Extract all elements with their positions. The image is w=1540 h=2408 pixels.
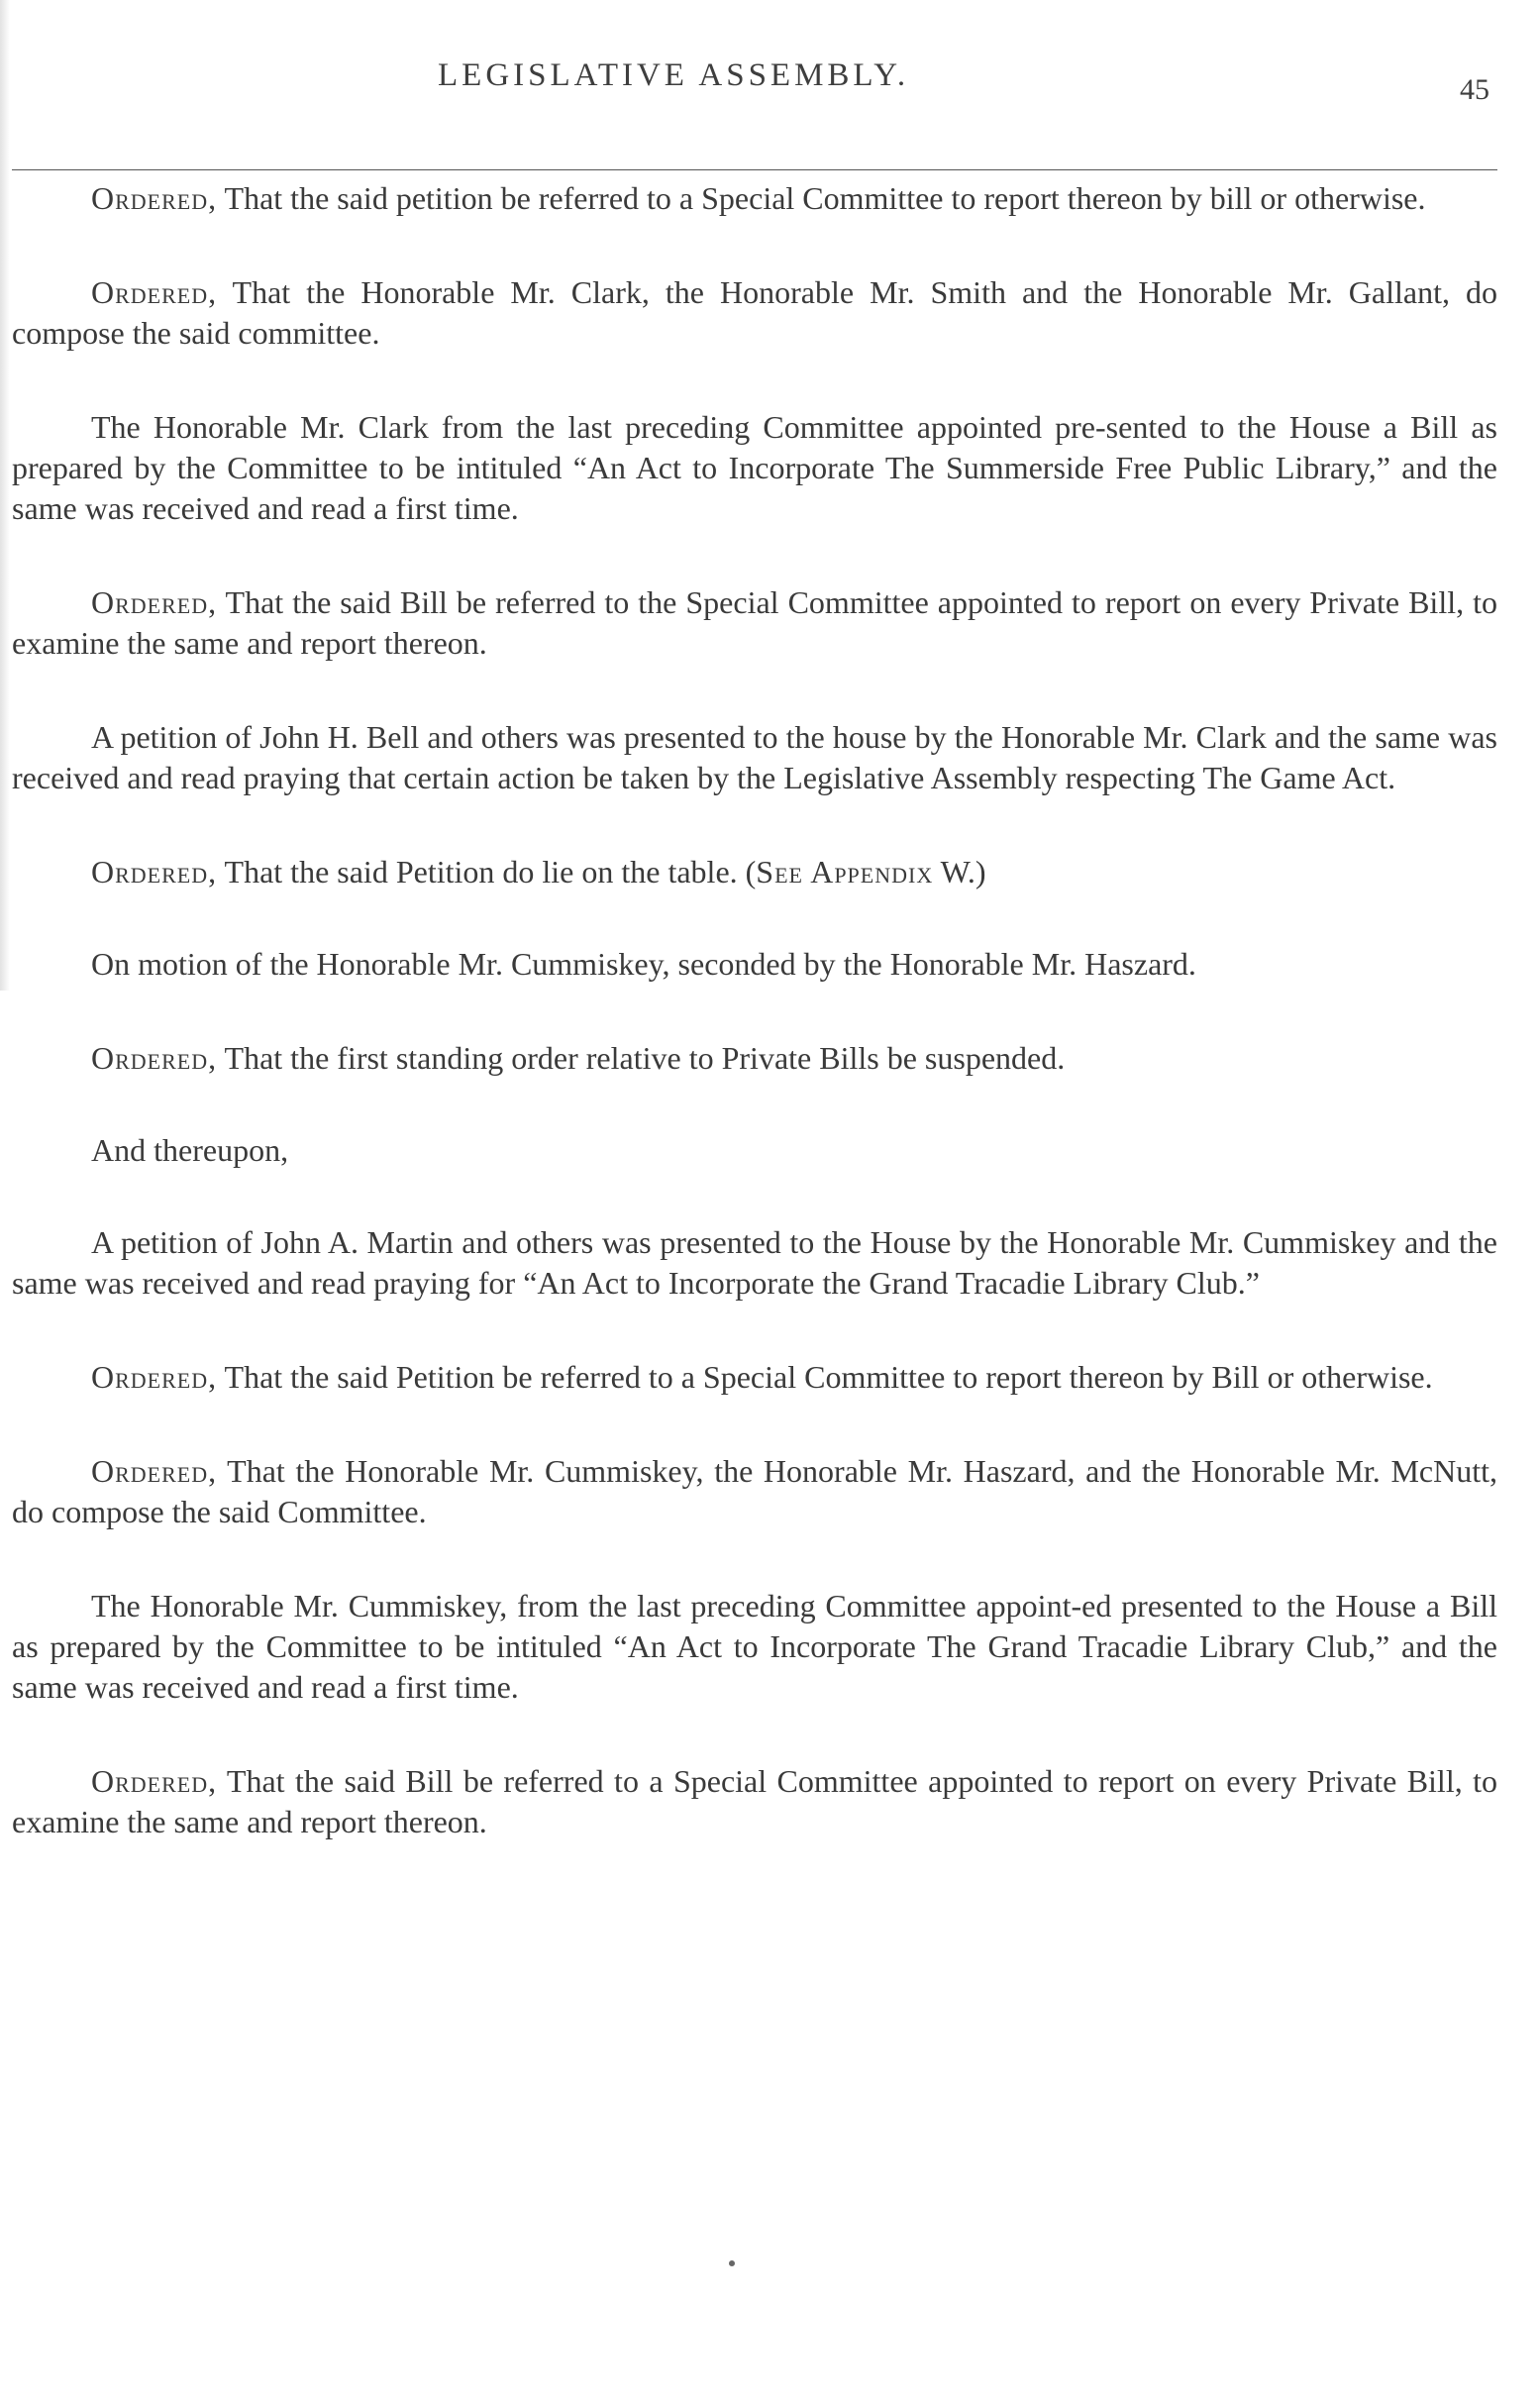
ordered-lead: Ordered, (91, 1040, 218, 1076)
paragraph-text: A petition of John H. Bell and others was presented to the house by the Honorable Mr. Clark and the same was received and read praying that certain action be taken by the Legislative Assembly respecting The Game Act. (12, 719, 1497, 795)
paragraph-9 (12, 1130, 1497, 1171)
paragraph-text: That the said Bill be referred to a Special Committee appointed to report on every Private Bill, to examine the same and report thereon. (12, 1763, 1497, 1839)
paragraph-11 (12, 1357, 1497, 1398)
appendix-tail: W.) (933, 854, 986, 890)
paragraph-text: That the said petition be referred to a Special Committee to report thereon by bill or otherwise. (217, 180, 1426, 216)
ordered-lead: Ordered, (91, 180, 218, 216)
ordered-lead: Ordered, (91, 1359, 218, 1395)
page-number: 45 (1460, 73, 1489, 106)
page-header (12, 57, 1497, 117)
paragraph-text: That the said Bill be referred to the Special Committee appointed to report on every Private Bill, to examine the same and report thereon. (12, 584, 1497, 661)
ordered-lead: Ordered, (91, 1453, 218, 1489)
paragraph-12 (12, 1451, 1497, 1532)
paragraph-text: That the said Petition do lie on the table. ( (217, 854, 757, 890)
header-rule (12, 169, 1497, 170)
paragraph-text: That the Honorable Mr. Clark, the Honorable Mr. Smith and the Honorable Mr. Gallant, do compose the said committee. (12, 274, 1497, 351)
paragraph-10 (12, 1222, 1497, 1304)
paragraph-13 (12, 1586, 1497, 1708)
paragraph-14 (12, 1761, 1497, 1842)
paragraph-1 (12, 178, 1497, 219)
appendix-reference: See Appendix (756, 854, 934, 890)
paragraph-text: That the first standing order relative to Private Bills be suspended. (217, 1040, 1066, 1076)
paragraph-7 (12, 944, 1497, 985)
paragraph-text: The Honorable Mr. Clark from the last preceding Committee appointed pre-sented to the House a Bill as prepared by the Committee to be intituled “An Act to Incorporate The Summerside Free Public Library,” and the same was received and read a first time. (12, 409, 1497, 526)
paragraph-text: The Honorable Mr. Cummiskey, from the last preceding Committee appoint-ed presented to the House a Bill as prepared by the Committee to be intituled “An Act to Incorporate The Grand Tracadie Library Club,” and the same was received and read a first time. (12, 1588, 1497, 1705)
page-edge-shadow (0, 0, 10, 991)
paragraph-text: A petition of John A. Martin and others was presented to the House by the Honorable Mr. Cummiskey and the same was received and read praying for “An Act to Incorporate the Grand Tracadie Library Club.” (12, 1224, 1497, 1301)
body-text (12, 178, 1497, 1896)
paragraph-text: And thereupon, (91, 1132, 289, 1168)
ordered-lead: Ordered, (91, 274, 218, 310)
document-page (12, 0, 1497, 2408)
running-title: LEGISLATIVE ASSEMBLY. (438, 57, 910, 93)
paragraph-2 (12, 272, 1497, 354)
paragraph-6 (12, 852, 1497, 892)
paragraph-8 (12, 1038, 1497, 1079)
print-speck (729, 2260, 735, 2266)
paragraph-4 (12, 582, 1497, 664)
ordered-lead: Ordered, (91, 584, 218, 620)
paragraph-text: That the said Petition be referred to a Special Committee to report thereon by Bill or otherwise. (217, 1359, 1433, 1395)
paragraph-text: On motion of the Honorable Mr. Cummiskey, seconded by the Honorable Mr. Haszard. (91, 946, 1196, 982)
ordered-lead: Ordered, (91, 1763, 218, 1799)
ordered-lead: Ordered, (91, 854, 218, 890)
paragraph-5 (12, 717, 1497, 798)
paragraph-3 (12, 407, 1497, 529)
paragraph-text: That the Honorable Mr. Cummiskey, the Honorable Mr. Haszard, and the Honorable Mr. McNutt, do compose the said Committee. (12, 1453, 1497, 1529)
